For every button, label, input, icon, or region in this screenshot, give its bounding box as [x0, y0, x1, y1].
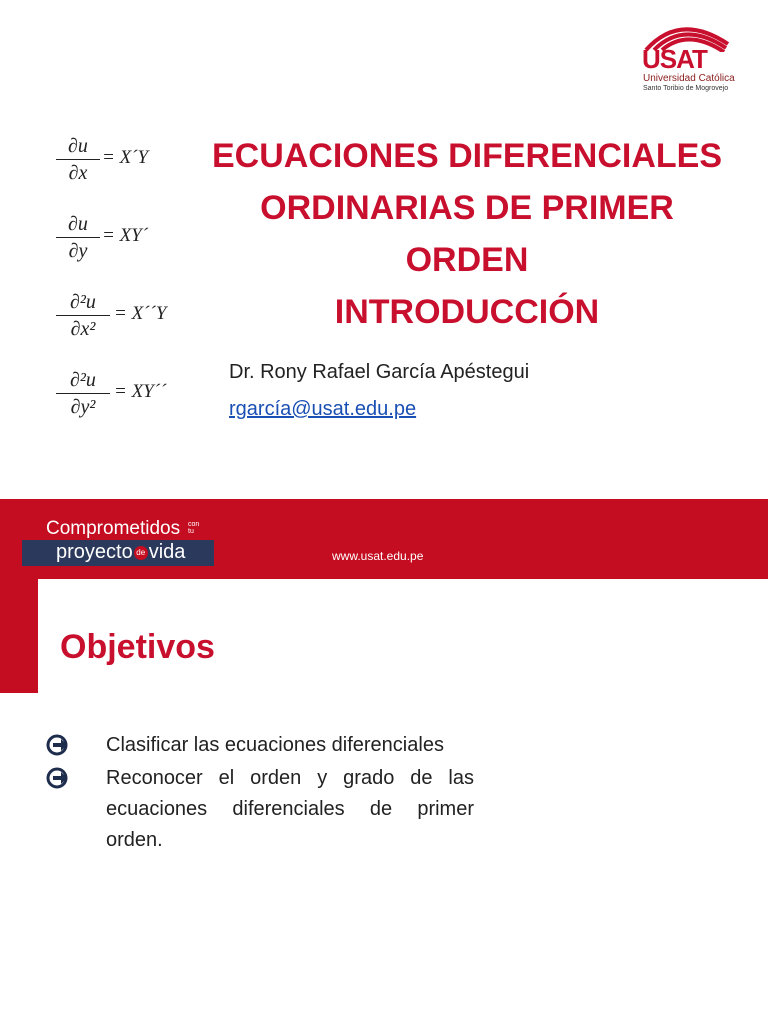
- list-item: [46, 763, 474, 856]
- title-line-3: ORDEN: [405, 241, 529, 279]
- title-line-1: ECUACIONES DIFERENCIALES: [211, 137, 723, 175]
- objetivos-title: Objetivos: [60, 628, 215, 666]
- slogan-proyecto: proyecto: [56, 541, 133, 563]
- slogan-tu: tu: [188, 528, 194, 535]
- formula-rhs: = X´´Y: [114, 303, 167, 324]
- circle-arrow-icon: [46, 734, 68, 756]
- numerator: ∂²u: [70, 291, 96, 313]
- slogan-de-badge: de: [134, 546, 148, 560]
- list-item: [46, 730, 474, 761]
- logo-name: USAT: [642, 44, 707, 74]
- objetivos-list: [46, 730, 474, 858]
- fraction: [54, 368, 112, 419]
- slogan-line-2: [56, 541, 185, 564]
- list-item-text: Reconocer el orden y grado de las ecuaciones diferenciales de primer orden.: [106, 767, 474, 851]
- title-slide: [0, 0, 768, 500]
- title-line-4: INTRODUCCIÓN: [334, 293, 600, 331]
- circle-arrow-icon: [46, 767, 68, 789]
- red-side-accent: [0, 575, 38, 693]
- author-name: Dr. Rony Rafael García Apéstegui: [229, 361, 530, 383]
- numerator: ∂²u: [70, 369, 96, 391]
- fraction: [54, 212, 102, 263]
- slogan-line-1: Comprometidos: [46, 518, 181, 539]
- slide-title: [210, 130, 724, 338]
- fraction: [54, 134, 102, 185]
- formula-rhs: = XY´´: [114, 381, 167, 402]
- formula-rhs: = XY´: [102, 225, 149, 246]
- numerator: ∂u: [68, 213, 88, 235]
- denominator: ∂x: [68, 162, 88, 184]
- usat-logo: [640, 18, 740, 98]
- denominator: ∂x²: [70, 318, 96, 340]
- numerator: ∂u: [68, 135, 88, 157]
- slogan-con-tu: [188, 521, 199, 535]
- list-item-text: Clasificar las ecuaciones diferenciales: [106, 734, 444, 756]
- logo-university: Universidad Católica: [643, 73, 735, 84]
- slogan-vida: vida: [148, 541, 186, 563]
- website-url: www.usat.edu.pe: [332, 549, 424, 563]
- formula-rhs: = X´Y: [102, 147, 149, 168]
- fraction: [54, 290, 112, 341]
- author-email-link[interactable]: rgarcía@usat.edu.pe: [229, 398, 417, 420]
- logo-subtitle: Santo Toribio de Mogrovejo: [643, 85, 729, 92]
- denominator: ∂y²: [70, 396, 96, 418]
- denominator: ∂y: [68, 240, 88, 262]
- slogan-con: con: [188, 521, 200, 528]
- title-line-2: ORDINARIAS DE PRIMER: [260, 189, 674, 227]
